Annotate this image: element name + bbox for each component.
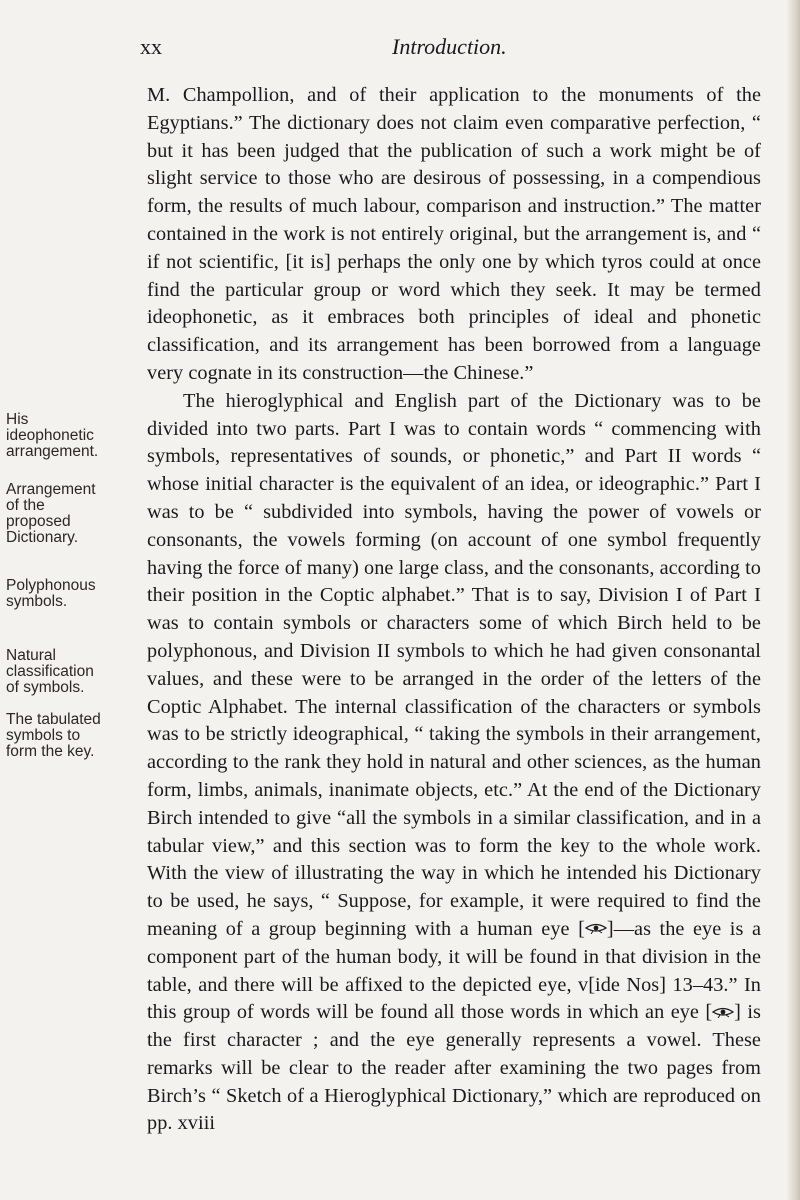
sidenote-arrangement: Arrangement of the proposed Dictionary. (6, 481, 96, 546)
sidenote-ideophonetic: His ideophonetic arrangement. (6, 411, 99, 460)
body-text (147, 82, 761, 1138)
sidenote-tabulated-symbols: The tabulated symbols to form the key. (6, 711, 101, 760)
sidenote-natural-classification: Natural classification of symbols. (6, 647, 94, 696)
eye-hieroglyph-icon (712, 1006, 734, 1018)
eye-hieroglyph-icon (585, 922, 607, 934)
page-header (0, 34, 800, 64)
running-title: Introduction. (392, 34, 507, 59)
page-number: xx (140, 34, 162, 59)
paragraph-1: M. Champollion, and of their application to the monuments of the Egyptians.” The dictionary does not claim even comparative perfection, “ but it has been judged that the publication of such a work might be of slight service to those who are desirous of possessing, in a compendious form, the results of much labour, comparison and instruction.” The matter contained in the work is not entirely original, but the arrangement is, and “ if not scientific, [it is] perhaps the only one by which tyros could at once find the particular group or word which they seek. It may be termed ideophonetic, as it embraces both principles of ideal and phonetic classification, and its arrangement has been borrowed from a language very cognate in its construction—the Chinese.” (147, 84, 761, 384)
sidenote-polyphonous: Polyphonous symbols. (6, 577, 96, 610)
page-edge-shadow (786, 0, 800, 1200)
paragraph-2: The hieroglyphical and English part of the Dictionary was to be divided into two parts. Part I was to contain words “ commencing with symbols, representatives of sounds, or phonetic,” and Part II words “ whose initial character is the equivalent of an idea, or ideographic.” Part I was to be “ subdivided into symbols, having the power of vowels or consonants, the vowels forming (on account of one symbol frequently having the force of many) one large class, and the consonants, according to their position in the Coptic alphabet.” That is to say, Division I of Part I was to contain symbols or characters some of which Birch held to be polyphonous, and Division II symbols to which he had given consonantal values, and these were to be arranged in the order of the letters of the Coptic Alphabet. The internal classification of the characters or symbols was to be strictly ideographical, “ taking the symbols in their arrangement, according to the rank they hold in natural and other sciences, as the human form, limbs, animals, inanimate objects, etc.” At the end of the Dictionary Birch intended to give “all the symbols in a similar classification, and in a tabular view,” and this section was to form the key to the whole work. With the view of illustrating the way in which he intended his Dictionary to be used, he says, “ Suppose, for example, it were required to find the meaning of a group beginning with a human eye [ ]—as the eye is a component part of the human body, it will be found in that division in the table, and there will be affixed to the depicted eye, v[ide Nos] 13–43.” In this group of words will be found all those words in which an eye [ ] is the first character ; and the eye generally represents a vowel. These remarks will be clear to the reader after examining the two pages from Birch’s “ Sketch of a Hieroglyphical Dictionary,” which are reproduced on pp. xviii (147, 389, 761, 1135)
